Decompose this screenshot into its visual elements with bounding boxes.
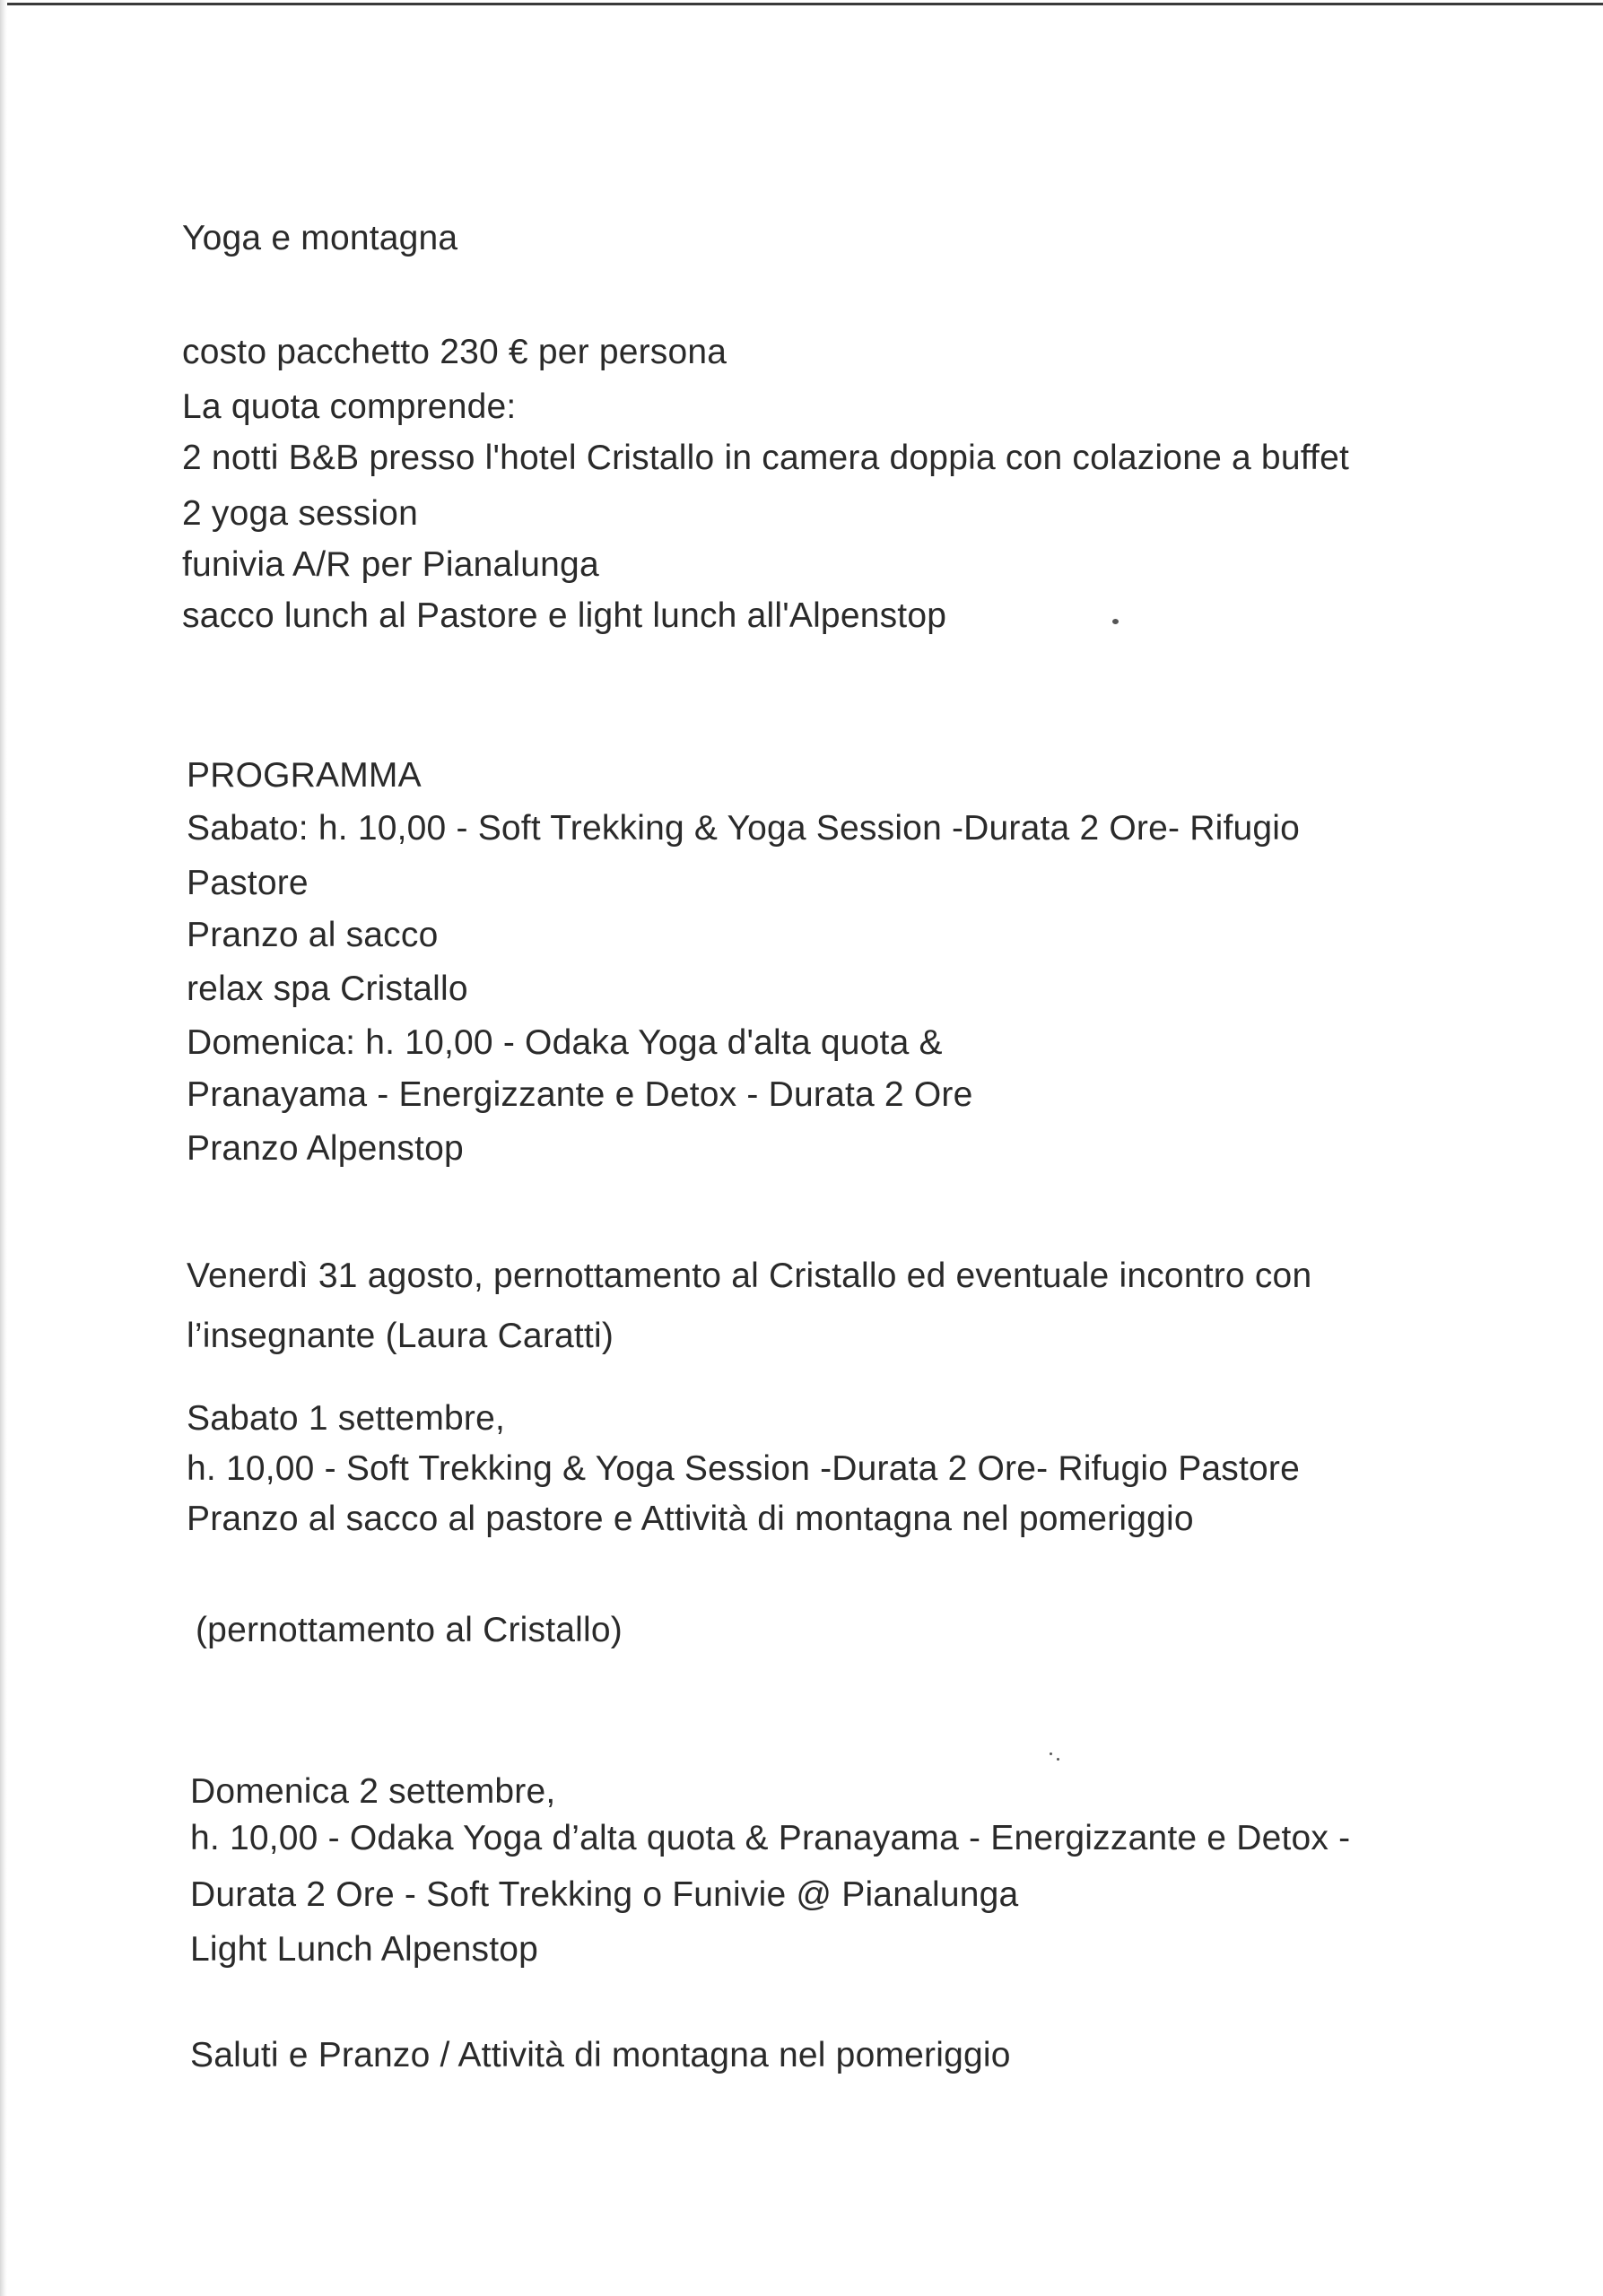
scan-top-border bbox=[0, 0, 1603, 5]
programma-line: Sabato: h. 10,00 - Soft Trekking & Yoga Session -Durata 2 Ore- Rifugio bbox=[187, 809, 1301, 848]
programma-line: Pastore bbox=[187, 864, 309, 902]
scan-speck bbox=[1112, 619, 1119, 624]
schedule-domenica-line: Durata 2 Ore - Soft Trekking o Funivie @ Pianalunga bbox=[190, 1875, 1019, 1914]
package-includes-label: La quota comprende: bbox=[182, 387, 517, 426]
schedule-domenica-line: Domenica 2 settembre, bbox=[190, 1772, 556, 1811]
package-cost: costo pacchetto 230 € per persona bbox=[182, 333, 727, 371]
schedule-sabato-line: Pranzo al sacco al pastore e Attività di montagna nel pomeriggio bbox=[187, 1500, 1194, 1538]
schedule-closing: Saluti e Pranzo / Attività di montagna nel pomeriggio bbox=[190, 2036, 1011, 2074]
schedule-sabato-line: Sabato 1 settembre, bbox=[187, 1399, 506, 1438]
schedule-sabato-note: (pernottamento al Cristallo) bbox=[196, 1611, 623, 1649]
scan-speck bbox=[1057, 1758, 1059, 1761]
schedule-domenica-line: Light Lunch Alpenstop bbox=[190, 1930, 539, 1969]
scan-speck bbox=[1050, 1752, 1052, 1755]
scan-left-edge bbox=[0, 0, 7, 2296]
schedule-venerdi-line: l’insegnante (Laura Caratti) bbox=[187, 1317, 614, 1355]
package-item: 2 notti B&B presso l'hotel Cristallo in camera doppia con colazione a buffet bbox=[182, 439, 1349, 477]
document-title: Yoga e montagna bbox=[182, 219, 458, 257]
schedule-domenica-line: h. 10,00 - Odaka Yoga d’alta quota & Pranayama - Energizzante e Detox - bbox=[190, 1819, 1351, 1857]
package-item: funivia A/R per Pianalunga bbox=[182, 545, 599, 584]
package-item: 2 yoga session bbox=[182, 494, 418, 533]
programma-line: Pranzo Alpenstop bbox=[187, 1129, 464, 1168]
programma-line: Pranzo al sacco bbox=[187, 916, 439, 954]
programma-line: relax spa Cristallo bbox=[187, 970, 468, 1008]
package-item: sacco lunch al Pastore e light lunch all'Alpenstop bbox=[182, 596, 947, 635]
schedule-venerdi-line: Venerdì 31 agosto, pernottamento al Cristallo ed eventuale incontro con bbox=[187, 1257, 1312, 1295]
programma-line: Pranayama - Energizzante e Detox - Durata 2 Ore bbox=[187, 1075, 973, 1114]
programma-heading: PROGRAMMA bbox=[187, 756, 422, 795]
schedule-sabato-line: h. 10,00 - Soft Trekking & Yoga Session -Durata 2 Ore- Rifugio Pastore bbox=[187, 1449, 1300, 1488]
programma-line: Domenica: h. 10,00 - Odaka Yoga d'alta quota & bbox=[187, 1023, 943, 1062]
